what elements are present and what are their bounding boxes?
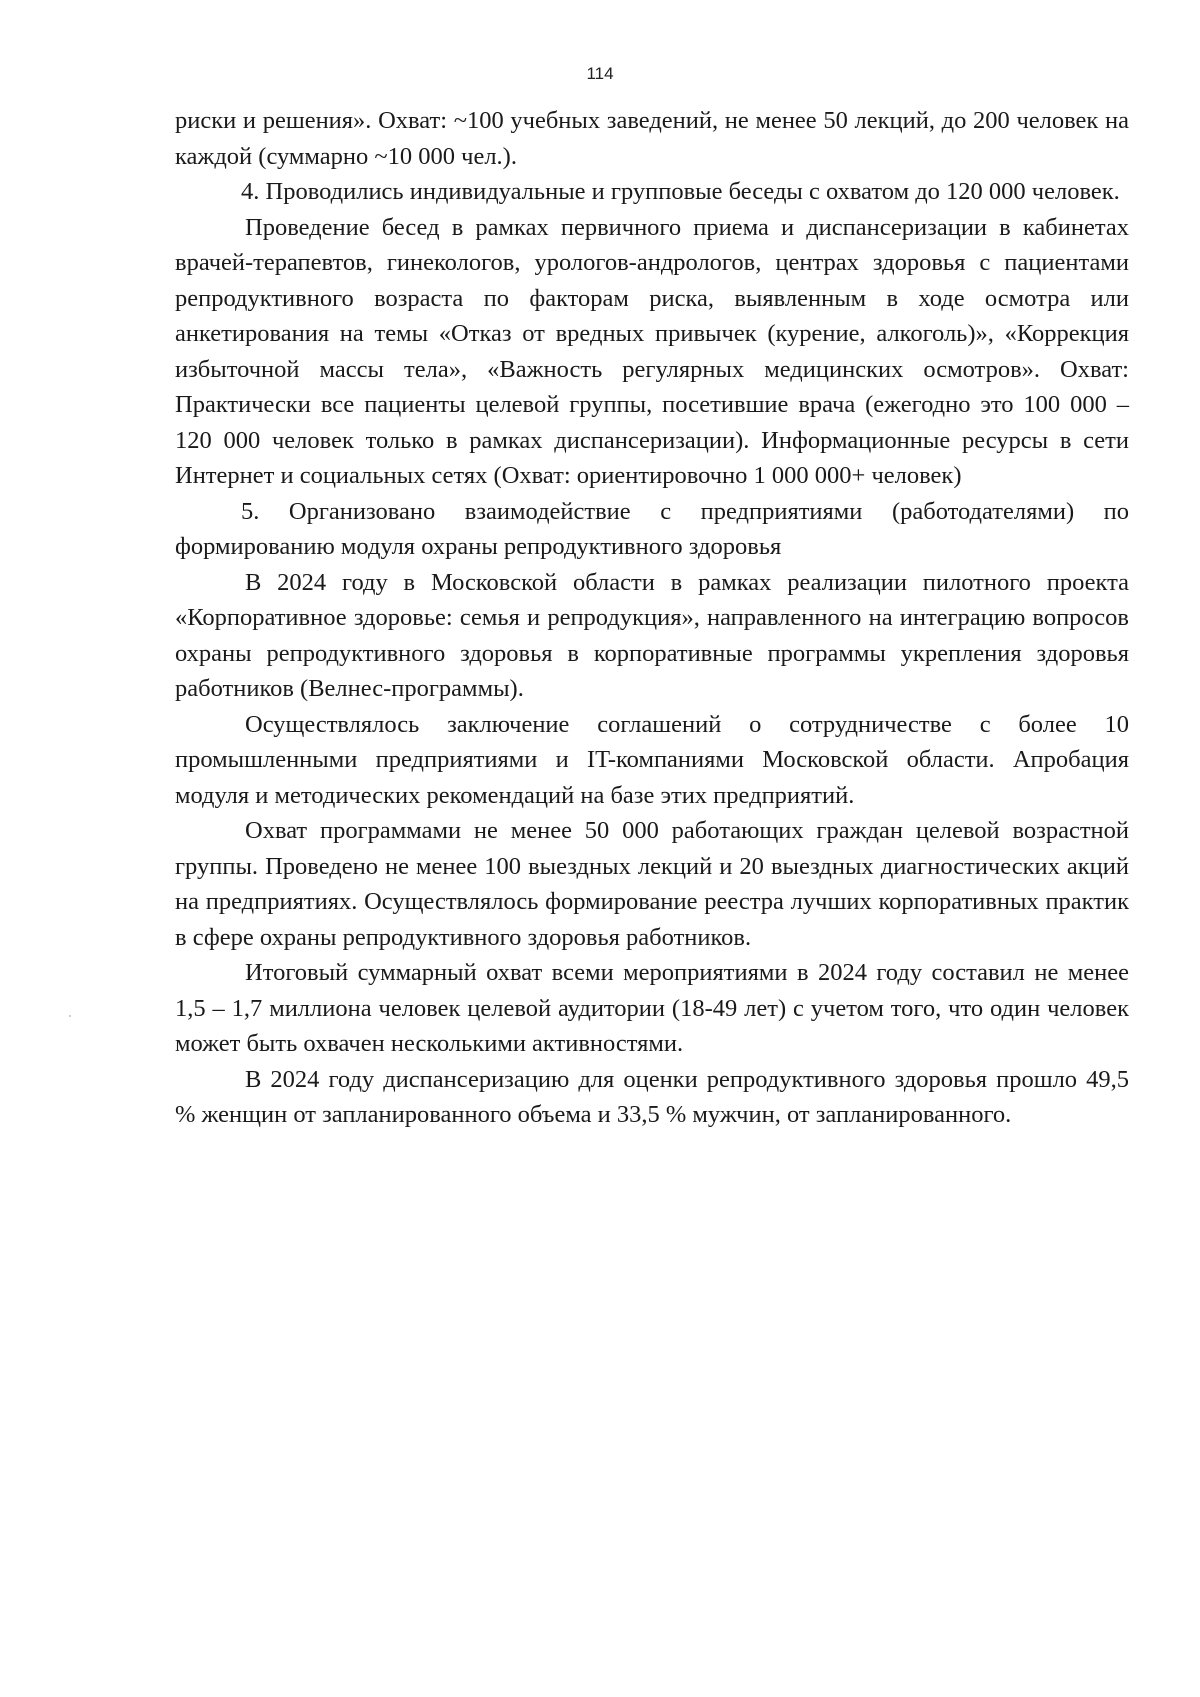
paragraph-agreements: Осуществлялось заключение соглашений о сотрудничестве с более 10 промышленными предприятиями и IT-компаниями Московской области. Апробация модуля и методических рекомендаций на базе этих предприятий. xyxy=(175,710,1129,809)
paragraph-item-5: 5. Организовано взаимодействие с предприятиями (работодателями) по формированию модуля охраны репродуктивного здоровья xyxy=(175,497,1129,560)
paragraph-consultations: Проведение бесед в рамках первичного приема и диспансеризации в кабинетах врачей-терапевтов, гинекологов, урологов-андрологов, центрах здоровья с пациентами репродуктивного возраста по факторам риска, выявленным в ходе осмотра или анкетирования на темы «Отказ от вредных привычек (курение, алкоголь)», «Коррекция избыточной массы тела», «Важность регулярных медицинских осмотров». Охват: Практически все пациенты целевой группы, посетившие врача (ежегодно это 100 000 – 120 000 человек только в рамках диспансеризации). Информационные ресурсы в сети Интернет и социальных сетях (Охват: ориентировочно 1 000 000+ человек) xyxy=(175,213,1129,489)
paragraph-item-4: 4. Проводились индивидуальные и групповые беседы с охватом до 120 000 человек. xyxy=(241,178,1120,205)
document-body xyxy=(175,103,1129,1133)
paragraph-pilot-project: В 2024 году в Московской области в рамках реализации пилотного проекта «Корпоративное здоровье: семья и репродукция», направленного на интеграцию вопросов охраны репродуктивного здоровья в корпоративные программы укрепления здоровья работников (Велнес-программы). xyxy=(175,568,1129,702)
scan-artifact xyxy=(69,1015,71,1017)
paragraph-program-coverage: Охват программами не менее 50 000 работающих граждан целевой возрастной группы. Проведено не менее 100 выездных лекций и 20 выездных диагностических акций на предприятиях. Осуществлялось формирование реестра лучших корпоративных практик в сфере охраны репродуктивного здоровья работников. xyxy=(175,817,1129,951)
page-number: 114 xyxy=(586,64,614,83)
paragraph-screening-results: В 2024 году диспансеризацию для оценки репродуктивного здоровья прошло 49,5 % женщин от запланированного объема и 33,5 % мужчин, от запланированного. xyxy=(175,1065,1129,1128)
paragraph-total-coverage: Итоговый суммарный охват всеми мероприятиями в 2024 году составил не менее 1,5 – 1,7 миллиона человек целевой аудитории (18-49 лет) с учетом того, что один человек может быть охвачен несколькими активностями. xyxy=(175,959,1129,1057)
paragraph-continuation: риски и решения». Охват: ~100 учебных заведений, не менее 50 лекций, до 200 человек на каждой (суммарно ~10 000 чел.). xyxy=(175,107,1129,170)
